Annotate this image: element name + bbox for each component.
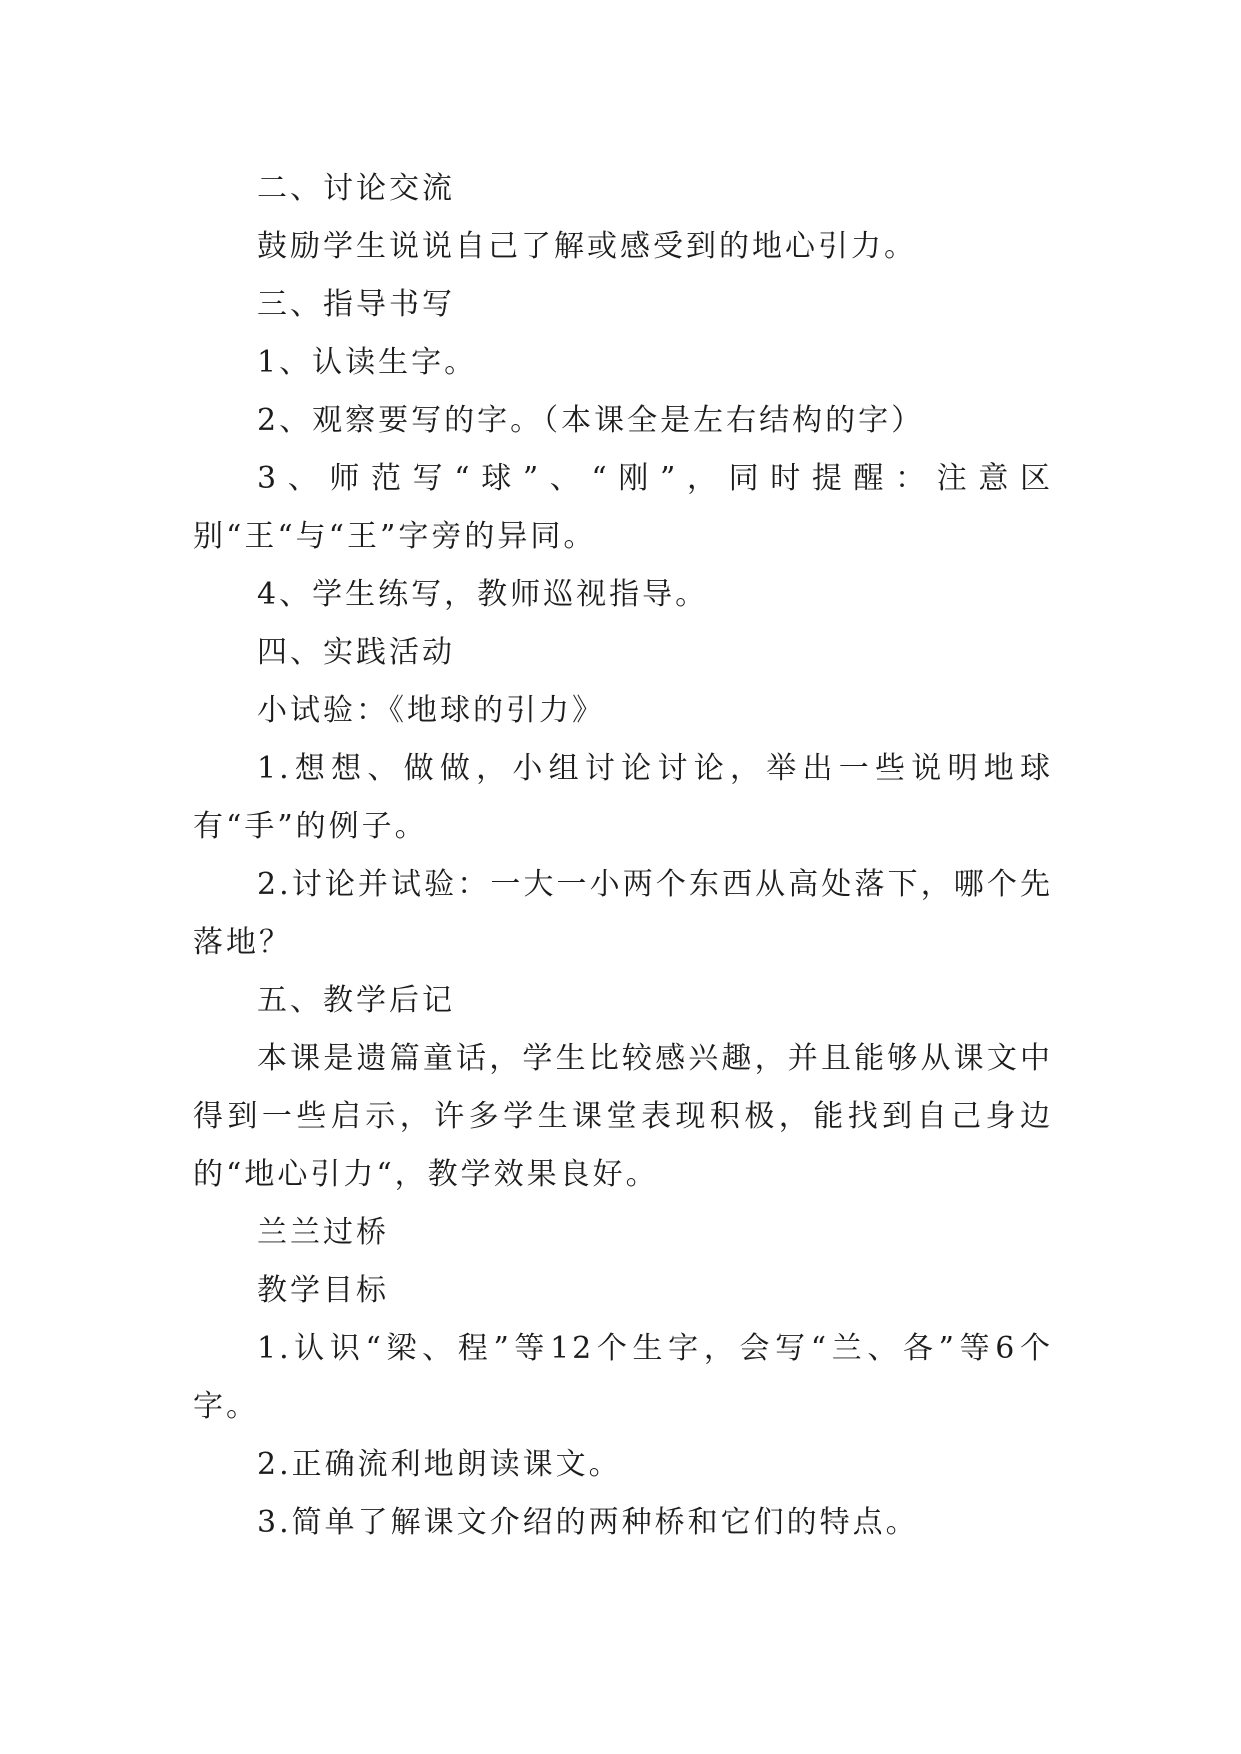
paragraph-subheading: 教学目标 — [257, 1273, 389, 1308]
paragraph-list-item: 4、学生练写，教师巡视指导。 — [257, 577, 709, 612]
paragraph-list-item: 2.正确流利地朗读课文。 — [257, 1447, 622, 1482]
document-body — [193, 160, 1053, 1552]
paragraph: 鼓励学生说说自己了解或感受到的地心引力。 — [257, 229, 917, 264]
paragraph-list-item: 1.认识“梁、程”等12个生字，会写“兰、各”等6个字。 — [193, 1331, 1053, 1424]
paragraph-list-item: 2、观察要写的字。（本课全是左右结构的字） — [257, 403, 925, 438]
paragraph-section-heading: 二、讨论交流 — [257, 171, 455, 206]
paragraph-section-heading: 五、教学后记 — [257, 983, 455, 1018]
paragraph-section-heading: 三、指导书写 — [257, 287, 455, 322]
paragraph-list-item: 2.讨论并试验：一大一小两个东西从高处落下，哪个先落地？ — [193, 867, 1053, 960]
paragraph-lesson-title: 兰兰过桥 — [257, 1215, 389, 1250]
paragraph: 小试验：《地球的引力》 — [257, 693, 605, 728]
paragraph-list-item: 1.想想、做做，小组讨论讨论，举出一些说明地球有“手”的例子。 — [193, 751, 1053, 844]
paragraph-list-item: 1、认读生字。 — [257, 345, 478, 380]
paragraph-section-heading: 四、实践活动 — [257, 635, 455, 670]
paragraph-list-item: 3.简单了解课文介绍的两种桥和它们的特点。 — [257, 1505, 919, 1540]
paragraph: 本课是遗篇童话，学生比较感兴趣，并且能够从课文中得到一些启示，许多学生课堂表现积极，能找到自己身边的“地心引力“，教学效果良好。 — [193, 1041, 1053, 1192]
paragraph-list-item: 3、师范写“球”、“刚”，同时提醒：注意区别“王“与“王”字旁的异同。 — [193, 461, 1053, 554]
